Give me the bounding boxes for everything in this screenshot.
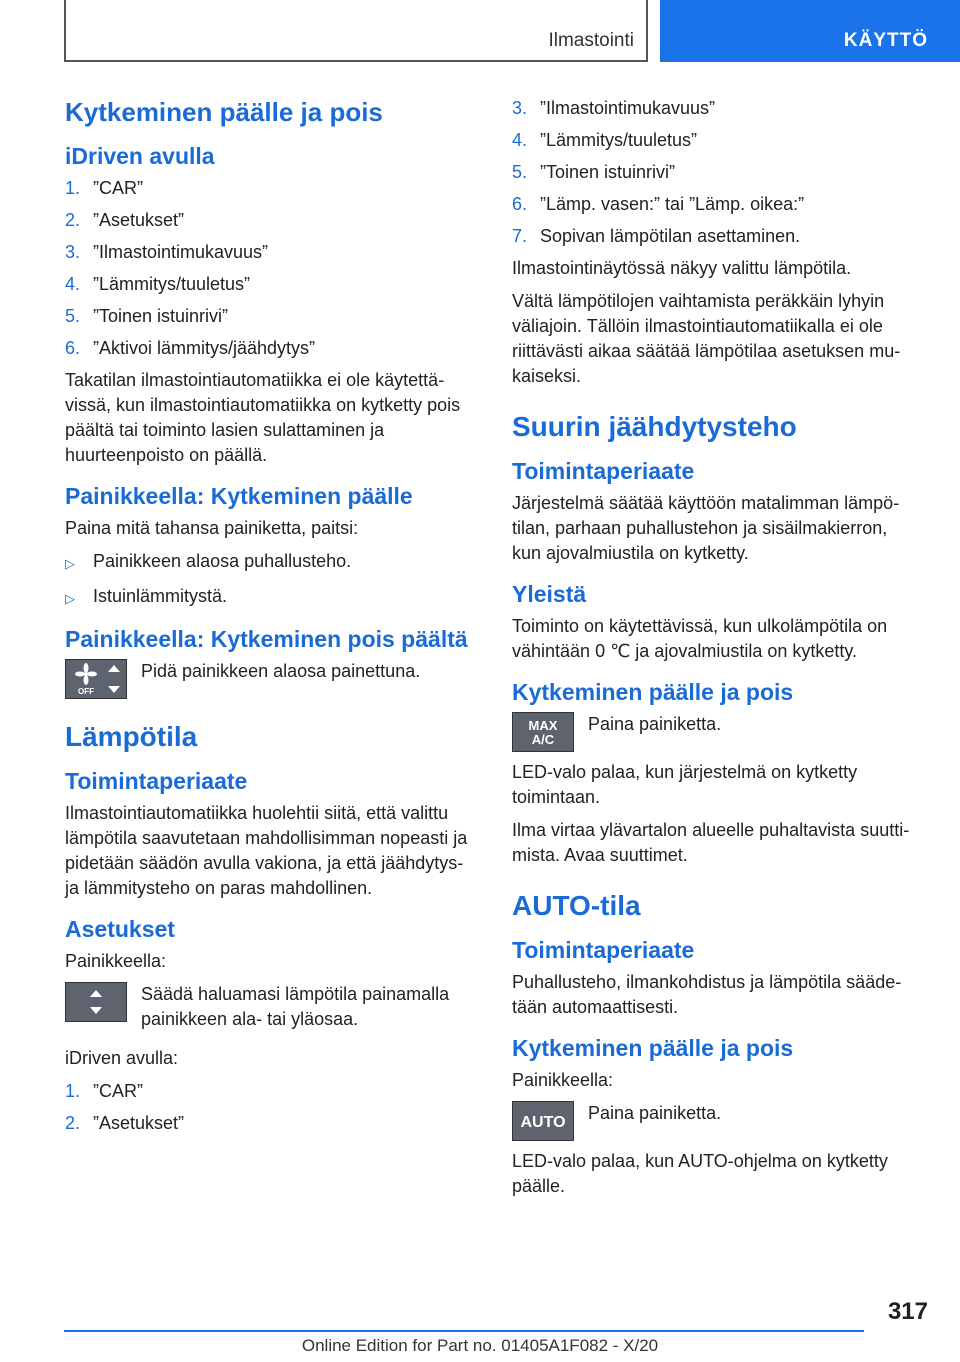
list-item: 6. ”Lämp. vasen:” tai ”Lämp. oikea:” — [512, 194, 805, 214]
list-item: 4. ”Lämmitys/tuuletus” — [65, 274, 251, 294]
paragraph-max: Järjestelmä säätää käyttöön matalimman lämpötilan, parhaan puhallustehon ja sisäilmakierron, kun ajovalmiustila on kytketty. — [512, 493, 900, 563]
list-item: 2. ”Asetukset” — [65, 210, 185, 230]
svg-text:A/C: A/C — [531, 732, 555, 747]
triangle-bullet-icon: ▷ — [65, 591, 75, 606]
auto-icon — [513, 1102, 573, 1140]
figure-up-down — [65, 982, 471, 1038]
up-down-arrows-icon — [66, 983, 126, 1021]
heading-principle: Toimintaperiaate — [65, 768, 248, 794]
header-chapter-title: KÄYTTÖ — [843, 30, 928, 51]
heading-temperature: Lämpötila — [65, 721, 198, 752]
footer-edition: Online Edition for Part no. 01405A1F082 - X/20 — [301, 1336, 659, 1355]
paragraph-air: Ilma virtaa ylävartalon alueelle puhaltavista suuttimista. Avaa suuttimet. — [512, 820, 910, 865]
paragraph-adjust: Säädä haluamasi lämpötila painamalla painikkeen ala- tai yläosaa. — [141, 984, 450, 1029]
heading-on-off: Kytkeminen päälle ja pois — [65, 97, 383, 127]
list-item: 5. ”Toinen istuinrivi” — [512, 162, 676, 182]
auto-button-image — [512, 1101, 574, 1141]
figure-fan-off — [65, 659, 471, 699]
heading-on-off: Kytkeminen päälle ja pois — [512, 679, 794, 705]
header-section-box — [64, 0, 648, 62]
svg-text:OFF: OFF — [78, 687, 94, 696]
heading-settings: Asetukset — [65, 916, 175, 942]
list-item: 3. ”Ilmastointimukavuus” — [512, 98, 716, 118]
svg-text:MAX: MAX — [528, 718, 558, 733]
paragraph-auto: Puhallusteho, ilmankohdistus ja lämpötila säädetään automaattisesti. — [512, 972, 902, 1017]
heading-max-cooling: Suurin jäähdytysteho — [512, 411, 797, 442]
svg-text:AUTO: AUTO — [520, 1114, 566, 1131]
paragraph-press: Paina painiketta. — [588, 714, 722, 734]
heading-idrive: iDriven avulla — [65, 143, 215, 169]
paragraph-general: Toiminto on käytettävissä, kun ulkolämpötila on vähintään 0 ℃ ja ajovalmiustila on kytketty. — [512, 616, 888, 661]
paragraph-idrive-intro: iDriven avulla: — [65, 1048, 179, 1068]
page-number: 317 — [887, 1298, 928, 1325]
list-item: ▷ Painikkeen alaosa puhallusteho. — [65, 549, 471, 576]
paragraph-by-button: Painikkeella: — [65, 951, 167, 971]
figure-max-ac — [512, 712, 918, 752]
header-section-title: Ilmastointi — [548, 30, 634, 51]
heading-auto: AUTO-tila — [512, 890, 641, 921]
heading-on-off-2: Kytkeminen päälle ja pois — [512, 1035, 794, 1061]
paragraph-led-max: LED-valo palaa, kun järjestelmä on kytketty toimintaan. — [512, 762, 858, 807]
heading-button-on: Painikkeella: Kytkeminen päälle — [65, 483, 413, 509]
list-item: 7. Sopivan lämpötilan asettaminen. — [512, 226, 801, 246]
paragraph-press-any: Paina mitä tahansa painiketta, paitsi: — [65, 518, 359, 538]
paragraph-temperature: Ilmastointiautomatiikka huolehtii siitä, että valittu lämpötila saavutetaan mahdollisimman nopeasti ja pidetään säädön avulla vakiona, ja että jäähdytys- ja lämmitysteho on paras mahdollinen. — [65, 803, 468, 898]
heading-principle-2: Toimintaperiaate — [512, 937, 695, 963]
paragraph-avoid: Vältä lämpötilojen vaihtamista peräkkäin lyhyin väliajoin. Tällöin ilmastointiautomatiikalla ei ole riittävästi aikaa säätää lämpötilaa asetuksen mukaiseksi. — [512, 291, 901, 386]
list-item: 2. ”Asetukset” — [65, 1113, 185, 1133]
figure-auto — [512, 1101, 918, 1141]
exceptions-list — [65, 549, 471, 611]
heading-general: Yleistä — [512, 581, 587, 607]
list-item: 4. ”Lämmitys/tuuletus” — [512, 130, 698, 150]
max-ac-button-image — [512, 712, 574, 752]
heading-principle: Toimintaperiaate — [512, 458, 695, 484]
temp-button-image — [65, 982, 127, 1022]
paragraph-by-button: Painikkeella: — [512, 1070, 614, 1090]
idrive-steps-list-2 — [65, 1079, 471, 1136]
triangle-bullet-icon: ▷ — [65, 556, 75, 571]
heading-button-off: Painikkeella: Kytkeminen pois päältä — [65, 626, 468, 652]
paragraph-display: Ilmastointinäytössä näkyy valittu lämpötila. — [512, 258, 852, 278]
fan-off-icon — [66, 660, 126, 698]
max-ac-icon — [513, 713, 573, 751]
paragraph-led-auto: LED-valo palaa, kun AUTO-ohjelma on kytketty päälle. — [512, 1151, 888, 1196]
idrive-steps-list — [65, 176, 471, 361]
list-item: 1. ”CAR” — [65, 178, 143, 198]
page-header — [64, 0, 960, 64]
paragraph-hold: Pidä painikkeen alaosa painettuna. — [141, 661, 421, 681]
footer-divider — [64, 1330, 864, 1332]
list-item: 6. ”Aktivoi lämmitys/jäähdytys” — [65, 338, 316, 358]
header-chapter-tab — [660, 0, 960, 62]
right-column — [512, 96, 918, 1207]
list-item: 3. ”Ilmastointimukavuus” — [65, 242, 269, 262]
list-item: ▷ Istuinlämmitystä. — [65, 584, 471, 611]
paragraph-rear-climate: Takatilan ilmastointiautomatiikka ei ole käytettävissä, kun ilmastointiautomatiikka on kytketty pois päältä tai toiminto lasien sulattaminen ja huurteenpoisto on päällä. — [65, 370, 461, 465]
paragraph-press-2: Paina painiketta. — [588, 1103, 722, 1123]
fan-off-button-image — [65, 659, 127, 699]
list-item: 5. ”Toinen istuinrivi” — [65, 306, 229, 326]
list-item: 1. ”CAR” — [65, 1081, 143, 1101]
idrive-steps-list-3 — [512, 96, 918, 249]
left-column — [65, 96, 471, 1143]
